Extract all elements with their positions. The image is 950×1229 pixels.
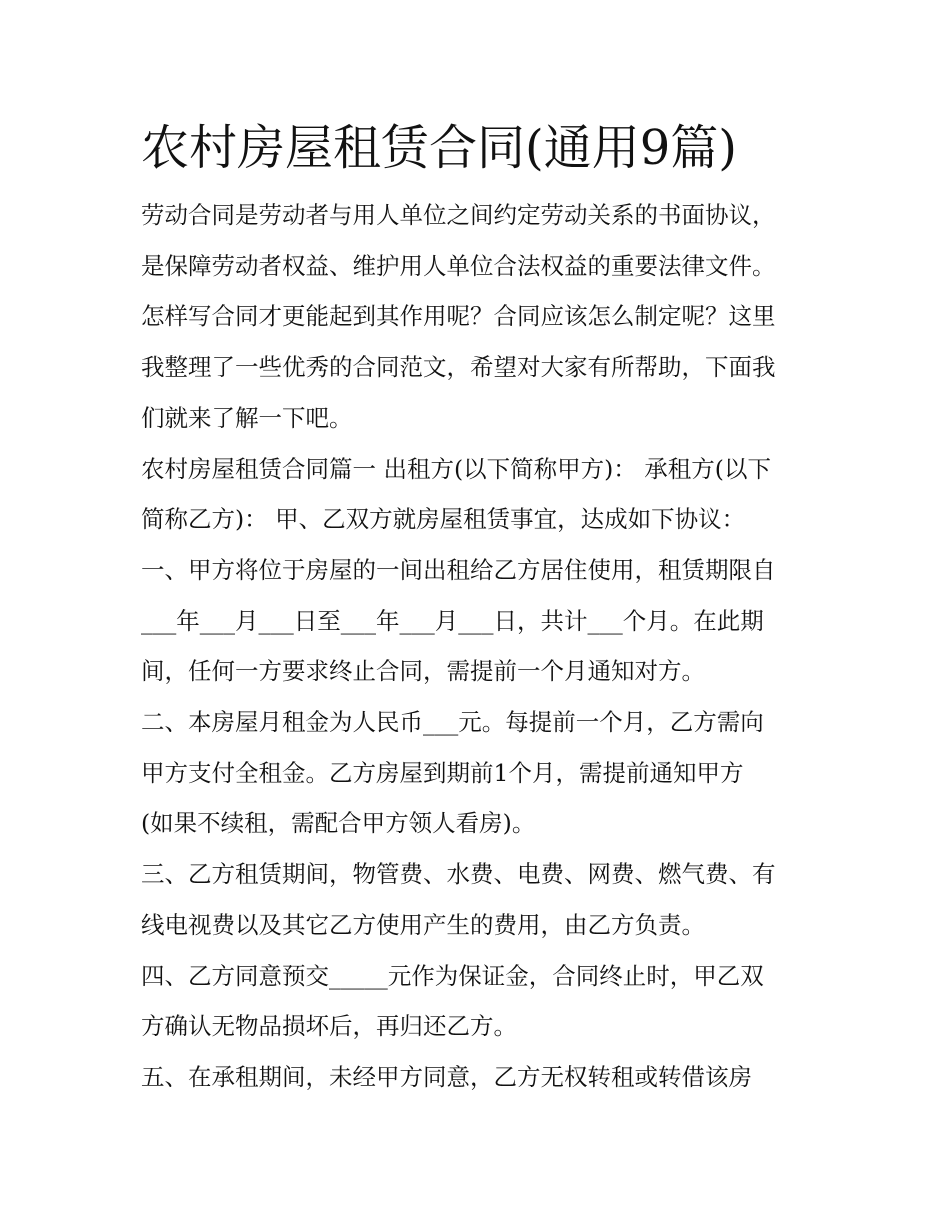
text-line: 四、乙方同意预交_____元作为保证金，合同终止时，甲乙双 — [141, 961, 764, 990]
text-line: 劳动合同是劳动者与用人单位之间约定劳动关系的书面协议， — [141, 201, 776, 229]
text-line: 甲方支付全租金。乙方房屋到期前1个月，需提前通知甲方 — [141, 758, 744, 787]
text-line: 农村房屋租赁合同篇一 出租方(以下简称甲方)： 承租方(以下 — [141, 454, 771, 483]
text-line: 五、在承租期间，未经甲方同意，乙方无权转租或转借该房 — [141, 1062, 752, 1091]
text-line: 二、本房屋月租金为人民币___元。每提前一个月，乙方需向 — [141, 708, 764, 737]
text-line: 是保障劳动者权益、维护用人单位合法权益的重要法律文件。 — [141, 251, 776, 280]
text-line: 方确认无物品损坏后，再归还乙方。 — [141, 1012, 517, 1041]
text-line: ___年___月___日至___年___月___日，共计___个月。在此期 — [141, 606, 764, 635]
document-title: 农村房屋租赁合同(通用9篇) — [141, 120, 737, 176]
text-line: 间，任何一方要求终止合同，需提前一个月通知对方。 — [141, 657, 705, 686]
document-page — [141, 112, 821, 1103]
text-line: 怎样写合同才更能起到其作用呢？合同应该怎么制定呢？这里 — [141, 302, 776, 331]
text-line: 三、乙方租赁期间，物管费、水费、电费、网费、燃气费、有 — [141, 860, 776, 889]
text-line: 我整理了一些优秀的合同范文，希望对大家有所帮助，下面我 — [141, 353, 776, 382]
text-line: 线电视费以及其它乙方使用产生的费用，由乙方负责。 — [141, 910, 705, 939]
document-body — [141, 190, 821, 1103]
text-line: 们就来了解一下吧。 — [141, 403, 353, 432]
text-line: (如果不续租，需配合甲方领人看房)。 — [141, 809, 536, 838]
text-line: 一、甲方将位于房屋的一间出租给乙方居住使用，租赁期限自 — [141, 555, 776, 584]
text-line: 简称乙方)： 甲、乙双方就房屋租赁事宜，达成如下协议： — [141, 505, 746, 534]
